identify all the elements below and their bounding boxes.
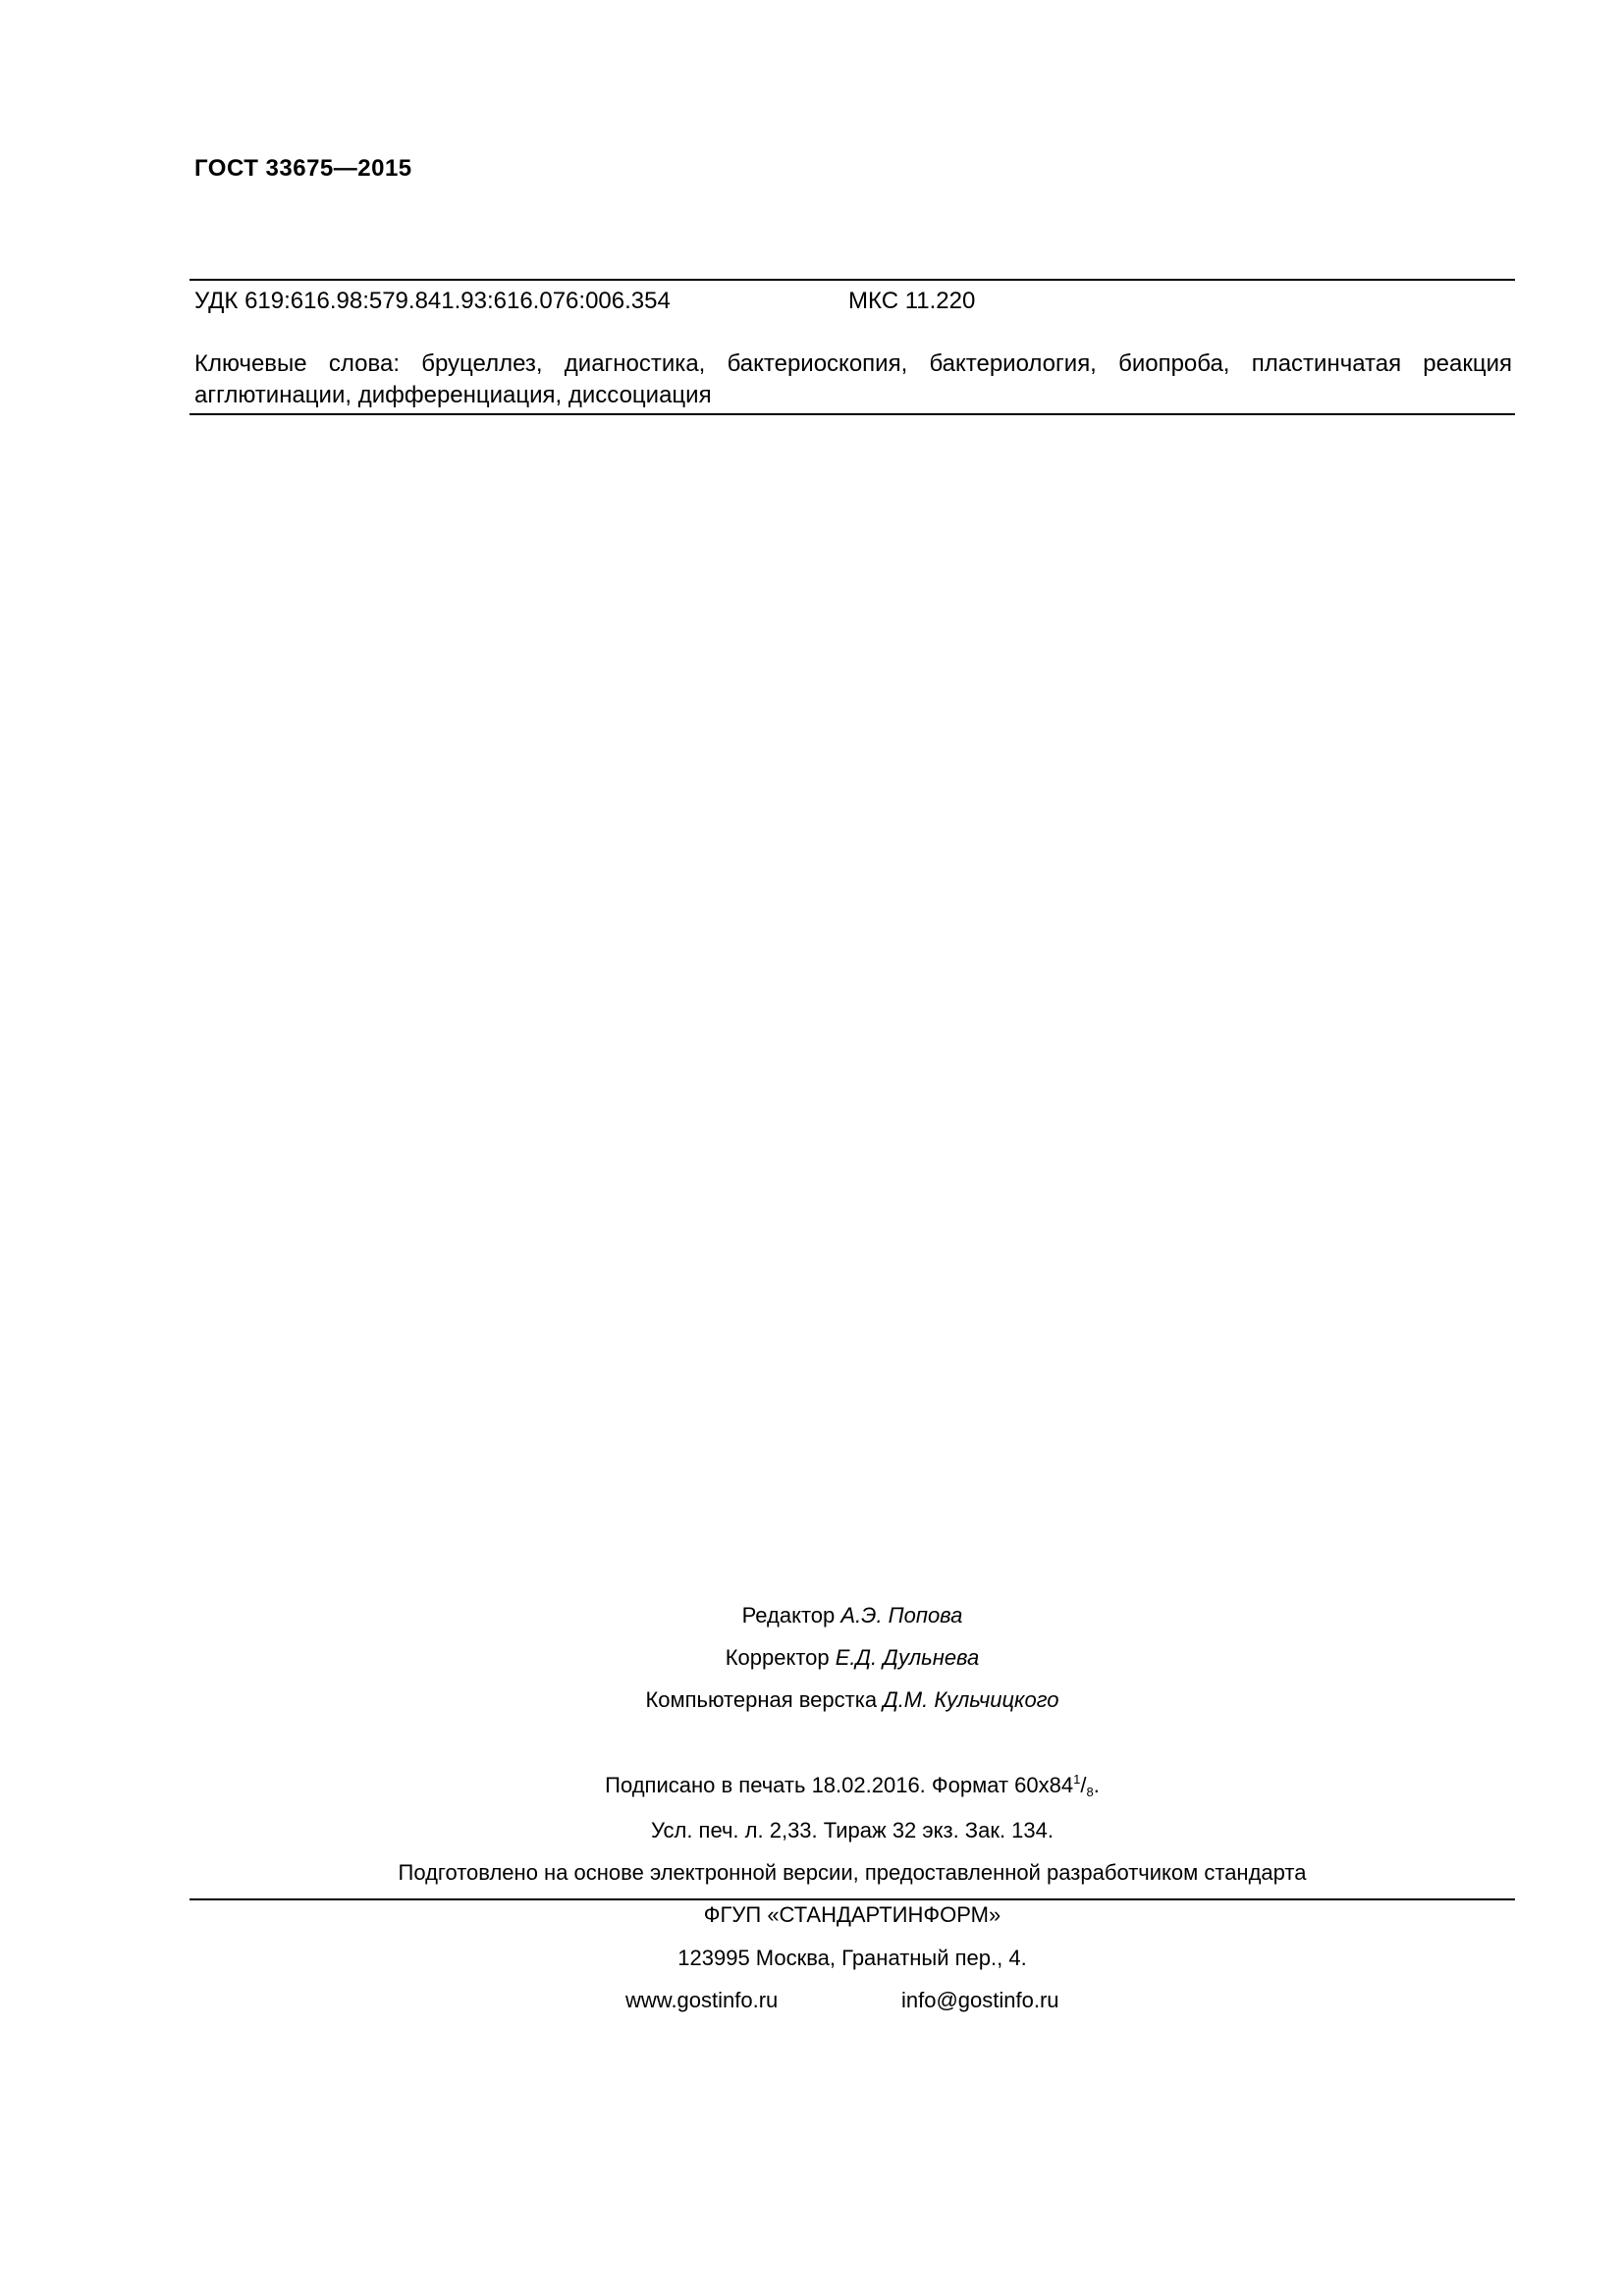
editor-label: Редактор: [741, 1603, 836, 1628]
print-signed-line: Подписано в печать 18.02.2016. Формат $60х84^1/_8$.: [605, 1772, 1100, 1799]
keywords-paragraph: Ключевые слова: бруцеллез, диагностика, бактериоскопия, бактериология, биопроба, пластинчатая реакция агглютинации, дифференциация, диссоциация: [194, 350, 1512, 408]
document-code: ГОСТ 33675—2015: [194, 155, 412, 182]
print-signed-text: Подписано в печать 18.02.2016. Формат 60х84: [605, 1773, 1074, 1797]
layout-label: Компьютерная верстка: [645, 1687, 878, 1712]
layout-name: Д.М. Кульчицкого: [883, 1687, 1059, 1712]
layout-line: [189, 1687, 1515, 1713]
format-superscript: 1: [1073, 1772, 1081, 1787]
print-sheets-line: Усл. печ. л. 2,33. Тираж 32 экз. Зак. 134.: [650, 1818, 1055, 1842]
email-link[interactable]: info@gostinfo.ru: [901, 1988, 1059, 2012]
publisher-rule: [189, 1898, 1515, 1900]
top-rule: [189, 279, 1515, 281]
website-link[interactable]: www.gostinfo.ru: [625, 1988, 779, 2012]
editor-name: А.Э. Попова: [840, 1603, 963, 1628]
publisher-address: 123995 Москва, Гранатный пер., 4.: [677, 1946, 1027, 1970]
format-subscript: 8: [1086, 1785, 1094, 1799]
corrector-label: Корректор: [725, 1645, 830, 1670]
editor-line: [189, 1603, 1515, 1629]
publisher-name: ФГУП «СТАНДАРТИНФОРМ»: [703, 1902, 1001, 1927]
format-end: .: [1093, 1773, 1100, 1797]
udk-code: УДК 619:616.98:579.841.93:616.076:006.354: [194, 288, 671, 314]
corrector-line: [189, 1645, 1515, 1671]
prepared-line: Подготовлено на основе электронной версии, предоставленной разработчиком стандарта: [398, 1860, 1307, 1885]
mks-code: МКС 11.220: [848, 288, 976, 314]
keywords-bottom-rule: [189, 413, 1515, 415]
corrector-name: Е.Д. Дульнева: [835, 1645, 980, 1670]
